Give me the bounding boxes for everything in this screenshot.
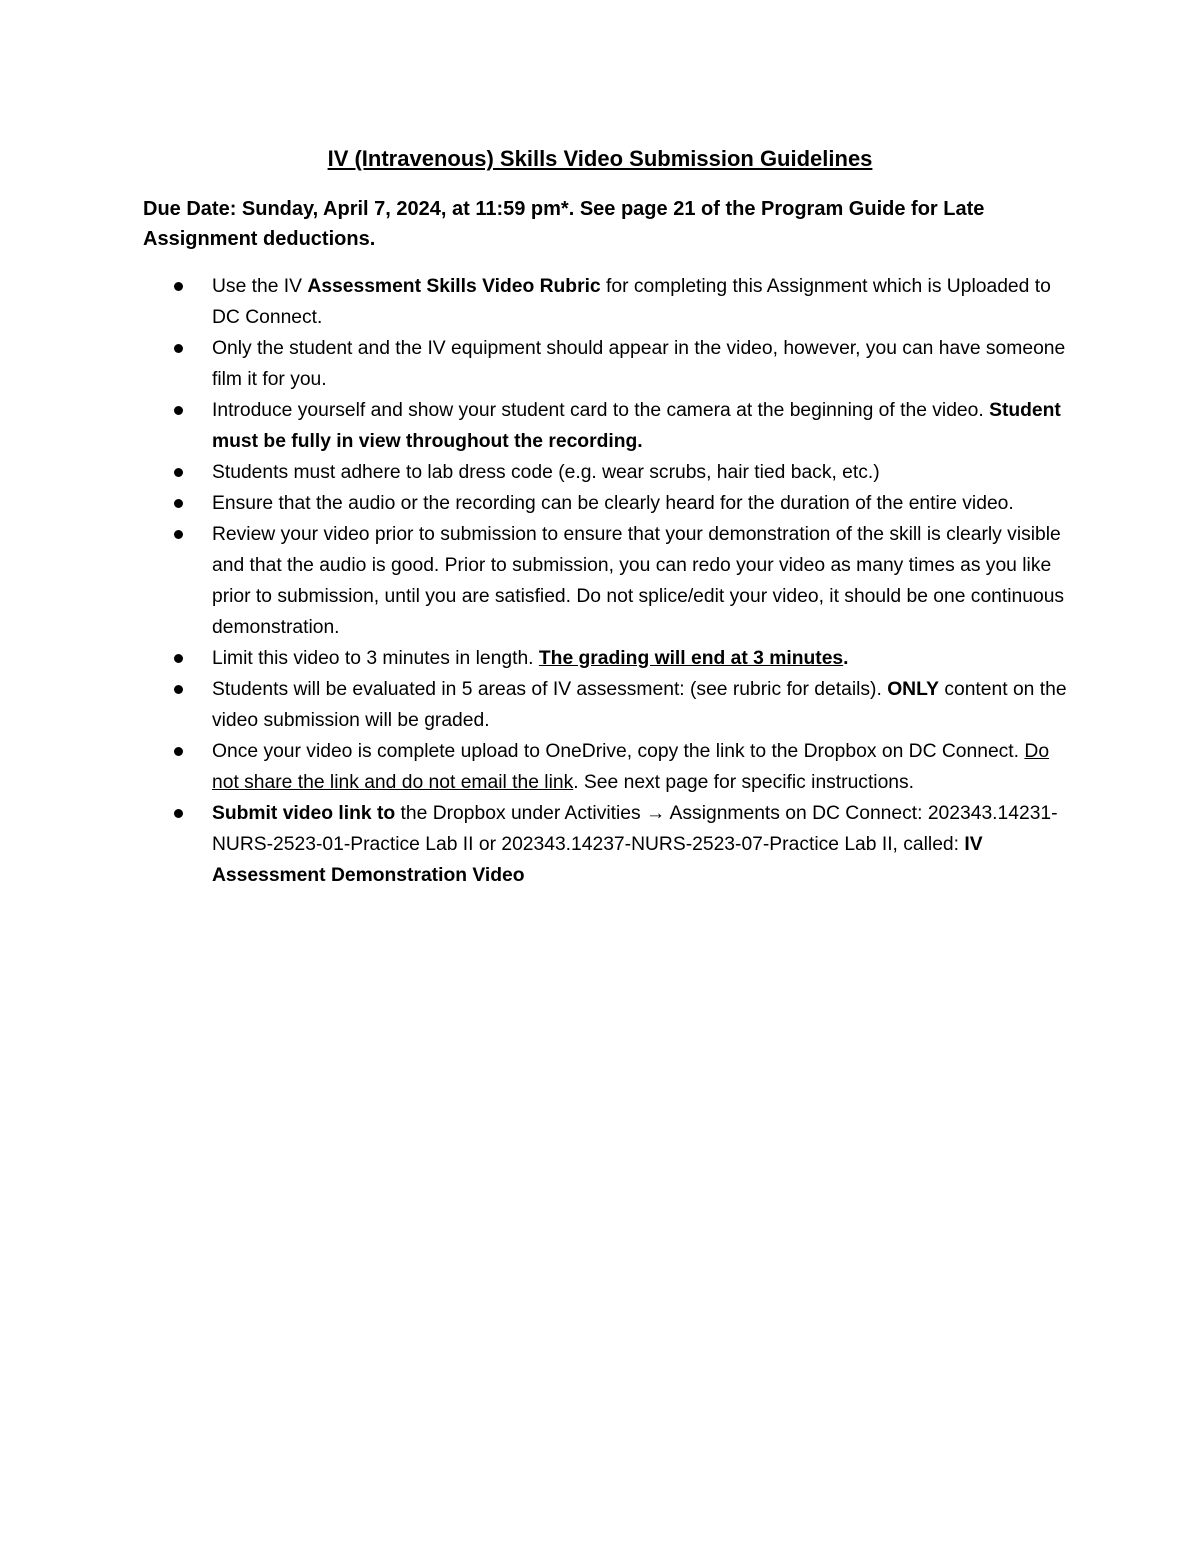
list-item: Ensure that the audio or the recording can be clearly heard for the duration of the entire video. [212,488,1072,519]
bullet-icon [174,654,183,663]
bullet-icon [174,282,183,291]
list-item: Limit this video to 3 minutes in length. The grading will end at 3 minutes. [212,643,1072,674]
document-title: IV (Intravenous) Skills Video Submission Guidelines [327,146,873,171]
list-item: Once your video is complete upload to OneDrive, copy the link to the Dropbox on DC Connect. Do not share the link and do not email the link. See next page for specific instructions. [212,736,1072,798]
list-item: Review your video prior to submission to ensure that your demonstration of the skill is clearly visible and that the audio is good. Prior to submission, you can redo your video as many times as you like prior to submission, until you are satisfied. Do not splice/edit your video, it should be one continuous demonstration. [212,519,1072,643]
list-item: Introduce yourself and show your student card to the camera at the beginning of the video. Student must be fully in view throughout the recording. [212,395,1072,457]
bullet-icon [174,344,183,353]
bullet-icon [174,406,183,415]
list-item: Only the student and the IV equipment should appear in the video, however, you can have someone film it for you. [212,333,1072,395]
bullet-icon [174,468,183,477]
list-item: Students must adhere to lab dress code (e.g. wear scrubs, hair tied back, etc.) [212,457,1072,488]
bullet-icon [174,499,183,508]
bullet-icon [174,530,183,539]
bullet-icon [174,747,183,756]
due-date-paragraph: Due Date: Sunday, April 7, 2024, at 11:59 pm*. See page 21 of the Program Guide for Late Assignment deductions. [143,198,985,250]
bullet-icon [174,809,183,818]
list-item: Submit video link to the Dropbox under Activities → Assignments on DC Connect: 202343.14231-NURS-2523-01-Practice Lab II or 202343.14237-NURS-2523-07-Practice Lab II, called: IV Assessment Demonstration Video [212,798,1072,891]
guidelines-list [212,271,1072,891]
bullet-icon [174,685,183,694]
list-item: Use the IV Assessment Skills Video Rubric for completing this Assignment which is Uploaded to DC Connect. [212,271,1072,333]
list-item: Students will be evaluated in 5 areas of IV assessment: (see rubric for details). ONLY content on the video submission will be graded. [212,674,1072,736]
